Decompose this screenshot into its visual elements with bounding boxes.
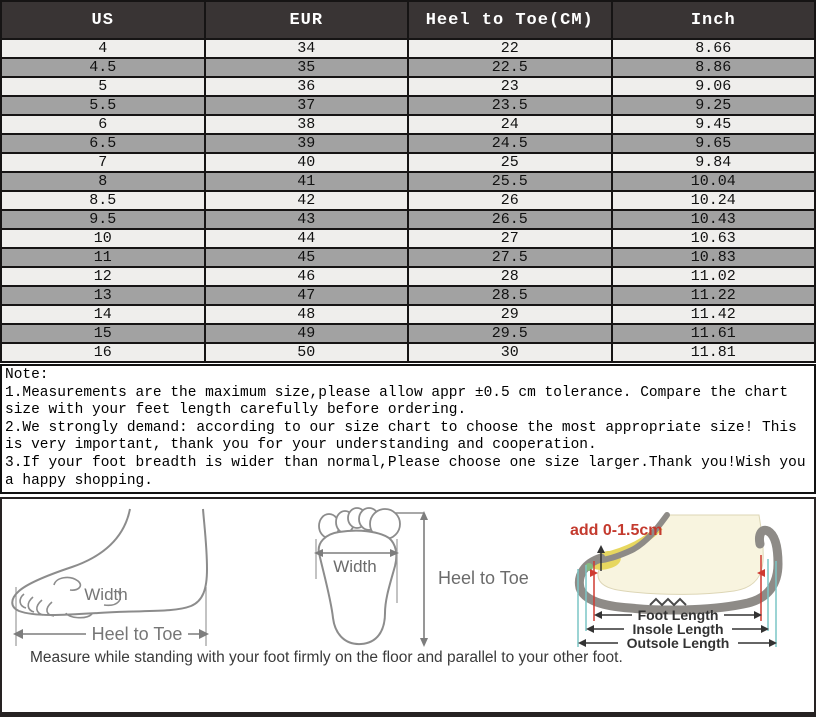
note-item-2: 2.We strongly demand: according to our size chart to choose the most appropriate size! This is very important, thank you for your understanding and cooperation. xyxy=(5,419,797,454)
table-cell: 29 xyxy=(408,305,612,324)
foot-length-label: Foot Length xyxy=(637,607,719,624)
table-cell: 7 xyxy=(1,153,205,172)
table-cell: 10.83 xyxy=(612,248,816,267)
table-cell: 29.5 xyxy=(408,324,612,343)
col-header-cm: Heel to Toe(CM) xyxy=(408,1,612,39)
table-cell: 45 xyxy=(205,248,409,267)
table-cell: 23.5 xyxy=(408,96,612,115)
col-header-inch: Inch xyxy=(612,1,816,39)
table-row xyxy=(1,248,815,267)
table-cell: 9.65 xyxy=(612,134,816,153)
table-cell: 37 xyxy=(205,96,409,115)
table-cell: 4.5 xyxy=(1,58,205,77)
top-width-label: Width xyxy=(333,557,377,577)
table-cell: 11.81 xyxy=(612,343,816,362)
footprint-outline xyxy=(319,531,397,644)
table-cell: 5.5 xyxy=(1,96,205,115)
table-cell: 24 xyxy=(408,115,612,134)
table-cell: 49 xyxy=(205,324,409,343)
table-row xyxy=(1,191,815,210)
table-cell: 28 xyxy=(408,267,612,286)
table-cell: 27 xyxy=(408,229,612,248)
table-cell: 16 xyxy=(1,343,205,362)
table-row xyxy=(1,267,815,286)
foot-top-view-diagram xyxy=(292,503,554,653)
table-cell: 26.5 xyxy=(408,210,612,229)
table-cell: 46 xyxy=(205,267,409,286)
shoe-length-diagram xyxy=(554,503,812,655)
table-cell: 9.45 xyxy=(612,115,816,134)
table-cell: 8 xyxy=(1,172,205,191)
arrowhead-right xyxy=(199,629,209,639)
table-cell: 10.04 xyxy=(612,172,816,191)
table-row xyxy=(1,96,815,115)
table-cell: 48 xyxy=(205,305,409,324)
table-cell: 40 xyxy=(205,153,409,172)
table-row xyxy=(1,134,815,153)
table-cell: 12 xyxy=(1,267,205,286)
table-cell: 44 xyxy=(205,229,409,248)
table-row xyxy=(1,229,815,248)
size-table-body xyxy=(1,39,815,362)
table-cell: 11.22 xyxy=(612,286,816,305)
table-cell: 11 xyxy=(1,248,205,267)
table-cell: 42 xyxy=(205,191,409,210)
table-cell: 41 xyxy=(205,172,409,191)
table-cell: 4 xyxy=(1,39,205,58)
table-cell: 28.5 xyxy=(408,286,612,305)
table-row xyxy=(1,324,815,343)
table-cell: 50 xyxy=(205,343,409,362)
table-cell: 26 xyxy=(408,191,612,210)
table-cell: 9.5 xyxy=(1,210,205,229)
table-row xyxy=(1,153,815,172)
header-row xyxy=(1,1,815,39)
table-cell: 25 xyxy=(408,153,612,172)
arrowhead-down xyxy=(420,638,428,647)
table-row xyxy=(1,210,815,229)
col-header-eur: EUR xyxy=(205,1,409,39)
side-heel-toe-label: Heel to Toe xyxy=(91,624,183,645)
table-cell: 11.42 xyxy=(612,305,816,324)
table-row xyxy=(1,58,815,77)
table-cell: 22 xyxy=(408,39,612,58)
tolerance-label: add 0-1.5cm xyxy=(570,522,663,540)
table-row xyxy=(1,39,815,58)
notes-box xyxy=(0,364,816,494)
table-cell: 11.02 xyxy=(612,267,816,286)
foot-side-view-diagram xyxy=(2,503,292,653)
size-table-header xyxy=(1,1,815,39)
table-cell: 8.66 xyxy=(612,39,816,58)
table-cell: 14 xyxy=(1,305,205,324)
table-cell: 8.86 xyxy=(612,58,816,77)
big-toe-arc xyxy=(54,578,80,591)
table-cell: 8.5 xyxy=(1,191,205,210)
table-row xyxy=(1,115,815,134)
table-cell: 36 xyxy=(205,77,409,96)
table-row xyxy=(1,343,815,362)
note-item-3: 3.If your foot breadth is wider than normal,Please choose one size larger.Thank you!Wish you a happy shopping. xyxy=(5,454,806,489)
table-cell: 6.5 xyxy=(1,134,205,153)
table-row xyxy=(1,77,815,96)
table-cell: 35 xyxy=(205,58,409,77)
table-cell: 27.5 xyxy=(408,248,612,267)
table-cell: 10 xyxy=(1,229,205,248)
table-cell: 30 xyxy=(408,343,612,362)
table-cell: 47 xyxy=(205,286,409,305)
table-cell: 38 xyxy=(205,115,409,134)
table-row xyxy=(1,305,815,324)
col-header-us: US xyxy=(1,1,205,39)
table-cell: 23 xyxy=(408,77,612,96)
table-cell: 6 xyxy=(1,115,205,134)
table-row xyxy=(1,172,815,191)
table-cell: 11.61 xyxy=(612,324,816,343)
tread-zigzag xyxy=(650,599,686,605)
table-cell: 13 xyxy=(1,286,205,305)
outsole-length-label: Outsole Length xyxy=(626,635,730,652)
table-cell: 39 xyxy=(205,134,409,153)
table-cell: 10.24 xyxy=(612,191,816,210)
table-cell: 25.5 xyxy=(408,172,612,191)
table-cell: 22.5 xyxy=(408,58,612,77)
arrowhead-left xyxy=(13,629,23,639)
table-cell: 5 xyxy=(1,77,205,96)
table-cell: 43 xyxy=(205,210,409,229)
side-width-label: Width xyxy=(84,585,128,605)
tolerance-arrowhead xyxy=(597,545,605,553)
insole-length-label: Insole Length xyxy=(632,621,724,638)
measure-instruction: Measure while standing with your foot firmly on the floor and parallel to your other foot. xyxy=(30,649,623,667)
table-cell: 24.5 xyxy=(408,134,612,153)
measurement-diagrams-panel xyxy=(0,497,816,717)
table-cell: 10.43 xyxy=(612,210,816,229)
table-cell: 10.63 xyxy=(612,229,816,248)
table-cell: 15 xyxy=(1,324,205,343)
table-row xyxy=(1,286,815,305)
diagram-row xyxy=(2,499,814,655)
table-cell: 9.84 xyxy=(612,153,816,172)
top-heel-toe-label: Heel to Toe xyxy=(438,568,529,589)
note-item-1: 1.Measurements are the maximum size,please allow appr ±0.5 cm tolerance. Compare the chart size with your feet length carefully before ordering. xyxy=(5,384,789,419)
table-cell: 9.25 xyxy=(612,96,816,115)
notes-title: Note: xyxy=(5,367,49,383)
table-cell: 9.06 xyxy=(612,77,816,96)
table-cell: 34 xyxy=(205,39,409,58)
